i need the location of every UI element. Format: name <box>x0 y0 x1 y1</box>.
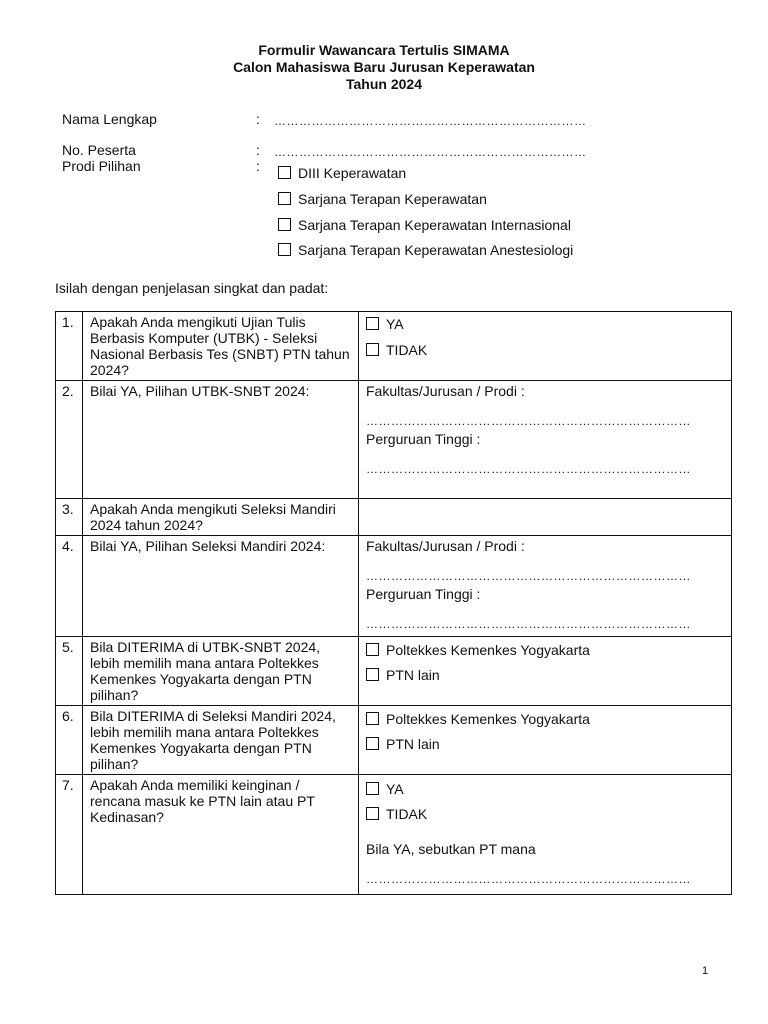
question-text: Bila DITERIMA di UTBK-SNBT 2024, lebih memilih mana antara Poltekkes Kemenkes Yogyakarta dengan PTN pilihan? <box>83 637 359 706</box>
form-subtitle: Calon Mahasiswa Baru Jurusan Keperawatan <box>233 59 535 75</box>
question-number: 4. <box>56 536 83 637</box>
answer-cell <box>359 536 732 637</box>
answer-cell <box>359 312 732 381</box>
answer-cell <box>359 637 732 706</box>
checkbox-icon[interactable] <box>366 643 379 656</box>
checkbox-icon[interactable] <box>278 218 291 231</box>
checkbox-icon[interactable] <box>366 737 379 750</box>
nama-colon: : <box>256 111 260 127</box>
form-title-block <box>0 42 768 93</box>
checkbox-icon[interactable] <box>366 807 379 820</box>
peserta-colon: : <box>256 142 260 158</box>
form-year: Tahun 2024 <box>346 76 422 92</box>
answer-cell <box>359 381 732 499</box>
checkbox-icon[interactable] <box>278 243 291 256</box>
checkbox-icon[interactable] <box>366 317 379 330</box>
page-number: 1 <box>702 965 709 977</box>
questions-table <box>55 311 732 895</box>
prodi-option-internasional[interactable]: Sarjana Terapan Keperawatan Internasional <box>278 217 571 234</box>
question-text: Apakah Anda memiliki keinginan / rencana masuk ke PTN lain atau PT Kedinasan? <box>83 775 359 895</box>
instruction-text: Isilah dengan penjelasan singkat dan padat: <box>55 280 329 296</box>
option-ya[interactable]: YA <box>366 781 725 797</box>
nama-label: Nama Lengkap <box>62 111 157 127</box>
checkbox-icon[interactable] <box>278 166 291 179</box>
checkbox-icon[interactable] <box>366 782 379 795</box>
table-row <box>56 706 732 775</box>
fakultas-label: Fakultas/Jurusan / Prodi : <box>366 538 525 554</box>
peserta-field[interactable]: ………………………………………………………………… <box>274 145 587 159</box>
question-number: 6. <box>56 706 83 775</box>
question-text: Bilai YA, Pilihan UTBK-SNBT 2024: <box>83 381 359 499</box>
pt-field[interactable]: …………………………………………………………………… <box>366 462 691 476</box>
table-row <box>56 381 732 499</box>
prodi-label: Prodi Pilihan <box>62 158 141 174</box>
fakultas-field[interactable]: …………………………………………………………………… <box>366 414 691 428</box>
prodi-option-sarjana[interactable]: Sarjana Terapan Keperawatan <box>278 191 487 208</box>
table-row <box>56 637 732 706</box>
pt-label: Perguruan Tinggi : <box>366 586 481 602</box>
checkbox-icon[interactable] <box>278 192 291 205</box>
nama-field[interactable]: ………………………………………………………………… <box>274 114 587 128</box>
peserta-label: No. Peserta <box>62 142 136 158</box>
option-ptn-lain[interactable]: PTN lain <box>366 736 725 752</box>
fakultas-field[interactable]: …………………………………………………………………… <box>366 569 691 583</box>
pt-label: Perguruan Tinggi : <box>366 431 481 447</box>
question-text: Bila DITERIMA di Seleksi Mandiri 2024, lebih memilih mana antara Poltekkes Kemenkes Yogyakarta dengan PTN pilihan? <box>83 706 359 775</box>
answer-cell <box>359 775 732 895</box>
option-tidak[interactable]: TIDAK <box>366 806 725 822</box>
question-text: Apakah Anda mengikuti Seleksi Mandiri 2024 tahun 2024? <box>83 499 359 536</box>
checkbox-icon[interactable] <box>366 668 379 681</box>
question-number: 1. <box>56 312 83 381</box>
option-ya[interactable]: YA <box>366 316 725 332</box>
table-row <box>56 312 732 381</box>
fakultas-label: Fakultas/Jurusan / Prodi : <box>366 383 525 399</box>
checkbox-icon[interactable] <box>366 343 379 356</box>
question-text: Apakah Anda mengikuti Ujian Tulis Berbasis Komputer (UTBK) - Seleksi Nasional Berbasis Tes (SNBT) PTN tahun 2024? <box>83 312 359 381</box>
table-row <box>56 536 732 637</box>
pt-field[interactable]: …………………………………………………………………… <box>366 617 691 631</box>
question-number: 2. <box>56 381 83 499</box>
question-number: 3. <box>56 499 83 536</box>
answer-cell <box>359 706 732 775</box>
prodi-option-diii[interactable]: DIII Keperawatan <box>278 165 406 182</box>
checkbox-icon[interactable] <box>366 712 379 725</box>
option-tidak[interactable]: TIDAK <box>366 342 725 358</box>
option-poltekkes[interactable]: Poltekkes Kemenkes Yogyakarta <box>366 711 725 727</box>
question-text: Bilai YA, Pilihan Seleksi Mandiri 2024: <box>83 536 359 637</box>
prodi-option-anestesiologi[interactable]: Sarjana Terapan Keperawatan Anestesiologi <box>278 242 573 259</box>
answer-cell[interactable] <box>359 499 732 536</box>
question-number: 7. <box>56 775 83 895</box>
follow-up-label: Bila YA, sebutkan PT mana <box>366 841 536 857</box>
option-poltekkes[interactable]: Poltekkes Kemenkes Yogyakarta <box>366 642 725 658</box>
question-number: 5. <box>56 637 83 706</box>
form-title: Formulir Wawancara Tertulis SIMAMA <box>258 42 510 58</box>
follow-up-field[interactable]: …………………………………………………………………… <box>366 872 691 886</box>
prodi-colon: : <box>256 158 260 174</box>
table-row <box>56 775 732 895</box>
table-row <box>56 499 732 536</box>
option-ptn-lain[interactable]: PTN lain <box>366 667 725 683</box>
